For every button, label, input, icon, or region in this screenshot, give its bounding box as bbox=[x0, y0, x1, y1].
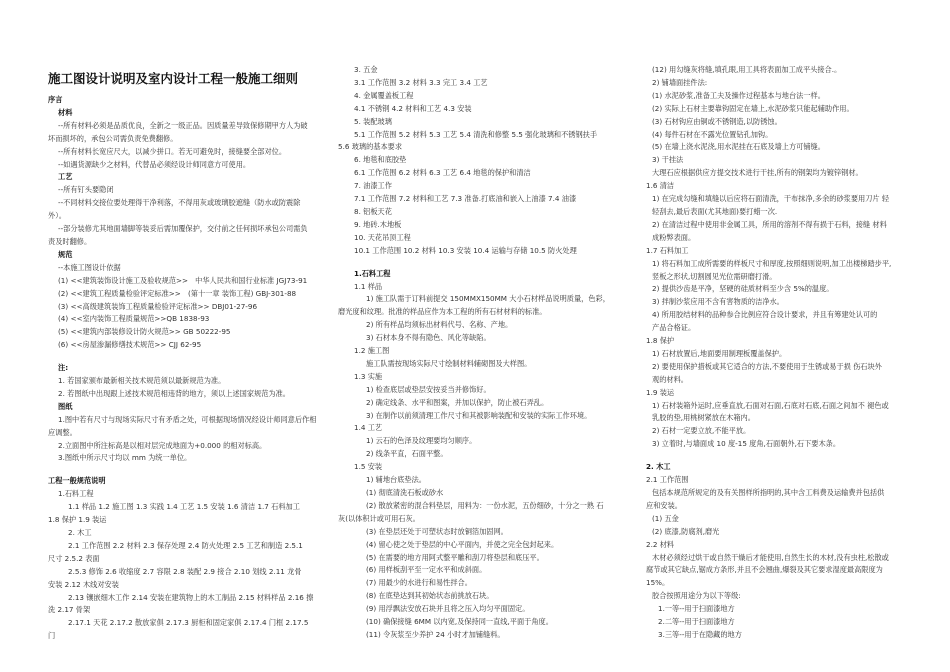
spacer bbox=[48, 352, 326, 362]
text-line: 6. 地毯和底胶垫 bbox=[354, 155, 407, 165]
text-line: 3. 五金 bbox=[354, 65, 378, 74]
section-heading: 材料 bbox=[58, 107, 73, 117]
text-line: 3) 在制作以前须清理工作尺寸和其被影响装配和安装的实际工作环境。 bbox=[366, 410, 592, 420]
text-line: 6.1 工作范围 6.2 材料 6.3 工艺 6.4 地毯的保护和清洁 bbox=[354, 168, 531, 178]
text-line: 包括本规范所规定的及有关图样所指明的,其中含工料费及运输费并包括供 bbox=[652, 488, 885, 497]
text-line: 施工队需按现场实际尺寸绘制材料辅砌图及大样图。 bbox=[366, 358, 532, 368]
text-line: (4) 每件石材在不露光位置钻孔加钩。 bbox=[652, 129, 773, 139]
text-line: 责及时翻修。 bbox=[48, 236, 92, 246]
text-line: 1.3 实施 bbox=[354, 371, 383, 381]
text-line: (2) 底漆,防腐剂,磨光 bbox=[652, 526, 720, 536]
text-line: (11) 令灰浆至少养护 24 小时才加铺缝料。 bbox=[366, 629, 505, 639]
text-line: 1.8 保护 1.9 装运 bbox=[48, 515, 107, 525]
text-line: 1.石料工程 bbox=[58, 489, 94, 499]
text-line: 2) 确定线条、水平和图案，并加以保护，防止被石弄乱。 bbox=[366, 397, 549, 407]
text-line: 5. 装配玻璃 bbox=[354, 116, 392, 126]
text-line: (3) 石材钩应由铜或不锈钢造,以防锈蚀。 bbox=[652, 116, 782, 126]
section-heading: 2. 木工 bbox=[646, 462, 671, 472]
text-line: 2) 所有样品均须标出材料代号、名称、产地。 bbox=[366, 320, 513, 330]
text-line: 1) 将石料加工成所需要的样板尺寸和厚度,按照细则说明,加工出楼梯踏步平, bbox=[652, 258, 892, 268]
text-line: 2.1 工作范围 bbox=[646, 475, 689, 485]
text-line: 7. 油漆工作 bbox=[354, 181, 392, 191]
text-line: 坏而损坏的，承包公司需负责免费翻修。 bbox=[48, 133, 178, 143]
section-heading: 工程一般规范说明 bbox=[48, 476, 106, 486]
text-line: 2. 若图纸中出现跟上述技术规范相违背的地方，须以上述国家规范为准。 bbox=[58, 388, 290, 398]
text-line: 1) 辅地台底垫法。 bbox=[366, 475, 426, 485]
text-line: (5) <<建筑内部装修设计防火规范>> GB 50222-95 bbox=[58, 327, 231, 337]
text-line: (3) 在垫层还处于可塑状态时放铜箔加固网。 bbox=[366, 526, 508, 536]
text-line: 1.9 装运 bbox=[646, 387, 675, 397]
text-line: 产品合格证。 bbox=[652, 323, 696, 333]
col3-body bbox=[646, 64, 900, 642]
text-line: (5) 在需要的地方用阿式整平雕和刮刀将垫层和底压平。 bbox=[366, 552, 544, 562]
text-line: 1) 石材放置后,地面要用制理板覆盖保护。 bbox=[652, 348, 787, 358]
text-line: --所有钉头要隐闭 bbox=[58, 185, 114, 195]
text-line: 1) 检查底层或垫层安按妥当并修饰好。 bbox=[366, 384, 491, 394]
text-line: 15%。 bbox=[646, 578, 670, 588]
text-line: --不同材料交接位要处理得干净利落，不得用灰或玻璃胶遮缝（防水或防震除 bbox=[58, 198, 301, 208]
text-line: 2.17.1 天花 2.17.2 散放家俱 2.17.3 厨柜和固定家俱 2.17.4 门框 2.17.5 bbox=[68, 618, 309, 628]
text-line: 2.立面图中所注标高是以相对层完成地面为+0.000 的相对标高。 bbox=[58, 440, 267, 450]
spacer bbox=[646, 451, 900, 461]
text-line: 1.6 清洁 bbox=[646, 181, 675, 191]
text-line: (12) 用勾缝灰将缝,填孔眼,用工具将表面加工成平头接合.。 bbox=[652, 65, 842, 74]
text-line: (3) <<高级建筑装饰工程质量检验评定标准>> DBJ01-27-96 bbox=[58, 301, 258, 311]
document-title: 施工图设计说明及室内设计工程一般施工细则 bbox=[48, 71, 299, 86]
text-line: 2) 铺墙面挂件法: bbox=[652, 77, 708, 87]
text-line: 4. 金属覆盖板工程 bbox=[354, 90, 414, 100]
text-line: 腐节或其它缺点,锯成方条形,并且不会翘曲,爆裂及其它要求湿度最高限度为 bbox=[646, 565, 883, 575]
text-line: 1) 云石的色泽及纹理要均匀顺序。 bbox=[366, 436, 477, 446]
text-line: --所有材料必须是品质优良，全新之一级正品。因质量差导致保修期甲方人为破 bbox=[58, 120, 308, 130]
text-line: 10. 天花吊顶工程 bbox=[354, 232, 411, 242]
text-line: 1.图中若有尺寸与现场实际尺寸有矛盾之处，可根据现场情况经设计师同意后作相 bbox=[58, 414, 317, 424]
text-line: 1.8 保护 bbox=[646, 336, 675, 346]
text-line: 磨光度和纹理。批准的样品应作为本工程的所有石材材料的标准。 bbox=[338, 307, 547, 317]
col2-body bbox=[338, 64, 634, 642]
text-line: (8) 在底垫达到其初始状态前挑放石块。 bbox=[366, 591, 494, 601]
text-line: (10) 确保接缝 6MM 以内宽,及保持同一直线,平面于角度。 bbox=[366, 617, 553, 627]
text-line: 3) 拌制沙浆应用不含有害物质的洁净水。 bbox=[652, 297, 784, 307]
text-line: (7) 用最少的水进行和易性拌合。 bbox=[366, 578, 472, 588]
text-line: (6) <<房屋渗漏修缮技术规范>> CJJ 62-95 bbox=[58, 340, 202, 350]
text-line: 1) 石材装箱外运时,应垂直放,石面对石面,石底对石底,石面之间加不 褪色或 bbox=[652, 400, 889, 410]
text-line: 乳胶的垫,用桃树紧放在木箱内。 bbox=[652, 413, 755, 423]
text-line: 安装 2.12 木线对安装 bbox=[48, 579, 119, 589]
text-line: (1) 五金 bbox=[652, 513, 679, 523]
text-line: (1) 彻底清洗石板或砂水 bbox=[366, 488, 444, 497]
text-line: 成粉弊表面。 bbox=[652, 232, 696, 242]
text-line: 3.图纸中所示尺寸均以 mm 为统一单位。 bbox=[58, 453, 192, 463]
text-line: 7.1 工作范围 7.2 材料和工艺 7.3 准备.打底油和嵌入上油漆 7.4 油漆 bbox=[354, 194, 577, 204]
col1-body bbox=[48, 94, 326, 643]
text-line: 胶合按照用途分为以下等级: bbox=[652, 591, 741, 601]
text-line: 1.1 样品 bbox=[354, 281, 383, 291]
text-line: (6) 用样板刮平至一定水平和成斜面。 bbox=[366, 565, 487, 575]
text-line: 5.6 玻璃的基本要求 bbox=[338, 142, 403, 152]
text-line: 应和安装。 bbox=[646, 500, 682, 510]
text-line: 3.三等--用于在隐藏的地方 bbox=[658, 629, 742, 639]
text-line: 1. 若国家颁布最新相关技术规范须以最新规范为准。 bbox=[58, 376, 226, 386]
text-line: 2) 线条平直，石面平整。 bbox=[366, 449, 448, 459]
text-line: 2. 木工 bbox=[68, 528, 92, 537]
text-line: (5) 在墙上浇水泥浇,用水泥挂在石底及墙上方可铺缝。 bbox=[652, 142, 825, 152]
text-line: 4) 所用胶结材料的品种参合比例应符合设计要求，并且有筹建处认可的 bbox=[652, 310, 878, 320]
text-line: 2.5.3 修饰 2.6 收缩度 2.7 容限 2.8 装配 2.9 接合 2.10 划线 2.11 龙骨 bbox=[68, 566, 302, 576]
text-line: 1.7 石料加工 bbox=[646, 245, 689, 255]
section-heading: 规范 bbox=[58, 249, 73, 259]
text-line: 洗 2.17 骨架 bbox=[48, 605, 91, 615]
text-line: (4) <<室内装饰工程质量规范>>QB 1838-93 bbox=[58, 314, 210, 324]
text-line: 1.4 工艺 bbox=[354, 423, 383, 433]
text-line: (2) <<建筑工程质量检验评定标准>> (第十一章 装饰工程) GBJ-301-88 bbox=[58, 288, 297, 298]
text-line: 3) 石材本身不得有隐色、风化等缺陷。 bbox=[366, 333, 491, 343]
text-line: (2) 实际上石材主要靠钩固定在墙上,水泥砂浆只能起辅助作用。 bbox=[652, 103, 854, 113]
text-line: 木材必须经过烘干或自然干燥后才能使用,自然生长的木材,没有虫柱,松散或 bbox=[652, 552, 889, 562]
text-line: 应调整。 bbox=[48, 427, 77, 437]
text-line: 门 bbox=[48, 631, 56, 641]
text-line: 2.2 材料 bbox=[646, 539, 675, 549]
text-line: 3) 干挂法 bbox=[652, 155, 684, 165]
text-line: --如遇货源缺少之材料，代替品必须经设计师同意方可使用。 bbox=[58, 159, 251, 169]
text-line: 2.二等--用于扫面漆地方 bbox=[658, 617, 735, 627]
text-line: (2) 散放紧密的混合料垫层，用料为：一份水泥，五份细砂，十分之一熟 石 bbox=[366, 500, 604, 510]
text-line: 2.1 工作范围 2.2 材料 2.3 保存处理 2.4 防火处理 2.5 工艺和制造 2.5.1 bbox=[68, 540, 303, 550]
section-heading: 工艺 bbox=[58, 172, 73, 182]
section-heading: 图纸 bbox=[58, 401, 73, 411]
text-line: 2) 提供沙齿是平净，坚硬的硅质材料至少含 5%的温度。 bbox=[652, 284, 834, 294]
spacer bbox=[338, 258, 634, 268]
text-line: 8. 铝板天花 bbox=[354, 206, 392, 216]
text-line: 灰(以体积计或可用石灰。 bbox=[338, 513, 420, 523]
text-line: --所有材料长宽应尺大，以减少拼口。若无可避免时，接缝要全部对位。 bbox=[58, 146, 287, 156]
text-line: 10.1 工作范围 10.2 材料 10.3 安装 10.4 运输与存储 10.5 防火处理 bbox=[354, 245, 577, 255]
text-line: 1) 施工队需于订料前提交 150MMX150MM 大小石材样品说明质量，色彩， bbox=[366, 294, 610, 304]
text-line: (4) 留心使之处于垫层的中心平面内，并使之完全包封起来。 bbox=[366, 539, 559, 549]
text-line: 1.2 施工图 bbox=[354, 346, 390, 356]
text-line: 2) 石材一定要立放,不能平放。 bbox=[652, 426, 751, 436]
section-heading: 序言 bbox=[48, 95, 63, 104]
text-line: (1) 水泥砂浆,准备工夫及操作过程基本与地台法一样。 bbox=[652, 90, 825, 100]
text-line: 外）。 bbox=[48, 211, 66, 221]
text-line: 1.一等--用于扫面漆地方 bbox=[658, 604, 735, 614]
text-line: 4.1 不锈钢 4.2 材料和工艺 4.3 安装 bbox=[354, 103, 472, 113]
spacer bbox=[48, 465, 326, 475]
text-line: --部分装修尤其地面墙脚等装妥后需加覆保护，交付前之任何损坏承包公司需负 bbox=[58, 224, 308, 234]
column-middle bbox=[338, 0, 634, 642]
text-line: 尺寸 2.5.2 表面 bbox=[48, 553, 100, 563]
text-line: 2) 在清洁过程中使用非金属工具，所用的溶剂不得有损于石料，接缝 材料 bbox=[652, 219, 887, 229]
text-line: 3) 立着时,与墙面成 10 度-15 度角,石面朝外,石下要木条。 bbox=[652, 439, 841, 449]
text-line: 1) 在完成勾缝和填缝以后应将石面清洗，干布抹净,多余的砂浆要用刀片 轻 bbox=[652, 194, 890, 204]
text-line: 轻刮去,最后表面(尤其地面)要打蜡一次. bbox=[652, 206, 778, 216]
text-line: 2.13 镶嵌细木工作 2.14 安装在建筑物上的木工制品 2.15 材料样品 2.16 擦 bbox=[68, 592, 314, 602]
column-left bbox=[48, 0, 326, 643]
section-heading: 注: bbox=[58, 363, 69, 373]
text-line: 大理石应根据供应方提交技术进行干挂,所有的钢架均为镀锌钢材。 bbox=[652, 168, 863, 178]
text-line: 9. 地砖.木地板 bbox=[354, 219, 402, 229]
text-line: 1.5 安装 bbox=[354, 462, 383, 472]
text-line: 观的材料。 bbox=[652, 374, 688, 384]
column-right bbox=[646, 0, 900, 642]
text-line: 3.1 工作范围 3.2 材料 3.3 完工 3.4 工艺 bbox=[354, 77, 488, 87]
text-line: 1.1 样品 1.2 施工图 1.3 实践 1.4 工艺 1.5 安装 1.6 清洁 1.7 石料加工 bbox=[68, 502, 300, 512]
section-heading: 1.石料工程 bbox=[354, 268, 391, 278]
text-line: (1) <<建筑装饰设计施工及验收规范>> 中华人民共和国行业标准 JGJ73-91 bbox=[58, 275, 308, 285]
text-line: --本施工图设计依据 bbox=[58, 262, 121, 272]
text-line: 竖板之形状,切割圆见光位需研磨打滑。 bbox=[652, 271, 777, 281]
text-line: 5.1 工作范围 5.2 材料 5.3 工艺 5.4 清洗和修整 5.5 强化玻璃和不锈钢扶手 bbox=[354, 129, 598, 139]
text-line: (9) 用浮飘法安放石块并且将之压入均匀平面固定。 bbox=[366, 604, 530, 614]
text-line: 2) 要使用保护措板或其它适合的方法,不要使用于生锈或易于损 伤石块外 bbox=[652, 361, 882, 371]
